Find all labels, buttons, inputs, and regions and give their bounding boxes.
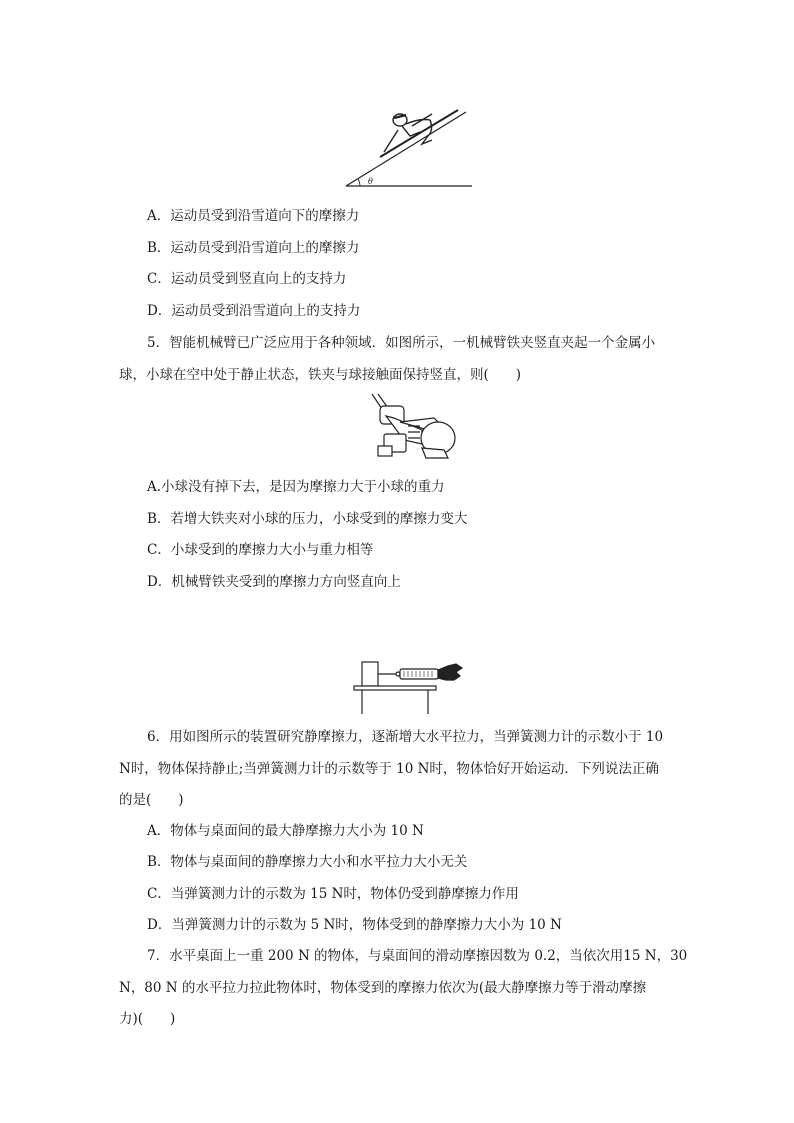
hand — [438, 664, 462, 680]
q6-option-b: B．物体与桌面间的静摩擦力大小和水平拉力大小无关 — [147, 854, 468, 870]
table-top — [354, 686, 436, 690]
q6-stem-line-1: 6．用如图所示的装置研究静摩擦力，逐渐增大水平拉力，当弹簧测力计的示数小于 10 — [147, 729, 664, 745]
q5-option-b: B．若增大铁夹对小球的压力，小球受到的摩擦力变大 — [147, 511, 468, 527]
q6-option-a: A．物体与桌面间的最大静摩擦力大小为 10 N — [147, 823, 424, 839]
angle-arc — [358, 179, 360, 186]
q5-stem-line-2: 球，小球在空中处于静止状态，铁夹与球接触面保持竖直，则( ) — [119, 367, 522, 383]
q6-stem-line-3: 的是( ) — [119, 792, 184, 808]
q5-option-d: D．机械臂铁夹受到的摩擦力方向竖直向上 — [147, 574, 401, 590]
block — [362, 662, 378, 686]
skier — [384, 114, 432, 152]
ski — [380, 110, 458, 157]
q6-option-c: C．当弹簧测力计的示数为 15 N时，物体仍受到静摩擦力作用 — [147, 886, 519, 902]
q4-option-a: A．运动员受到沿雪道向下的摩擦力 — [147, 208, 360, 224]
q7-stem-line-1: 7．水平桌面上一重 200 N 的物体，与桌面间的滑动摩擦因数为 0.2，当依次用15 N，30 — [147, 948, 688, 964]
q7-stem-line-3: 力)( ) — [119, 1011, 176, 1027]
q6-option-d: D．当弹簧测力计的示数为 5 N时，物体受到的静摩擦力大小为 10 N — [147, 917, 562, 933]
q7-stem-line-2: N，80 N 的水平拉力拉此物体时，物体受到的摩擦力依次为(最大静摩擦力等于滑动摩擦 — [119, 980, 647, 996]
skier-slope-figure — [340, 100, 480, 192]
q5-option-a: A.小球没有掉下去，是因为摩擦力大于小球的重力 — [147, 479, 445, 495]
q4-option-c: C．运动员受到竖直向上的支持力 — [147, 271, 347, 287]
robot-claw-figure — [364, 392, 460, 468]
q5-stem-line-1: 5．智能机械臂已广泛应用于各种领域．如图所示，一机械臂铁夹竖直夹起一个金属小 — [147, 335, 656, 351]
q6-stem-line-2: N时，物体保持静止;当弹簧测力计的示数等于 10 N时，物体恰好开始运动．下列说法正确 — [119, 761, 659, 777]
theta-label: θ — [368, 177, 373, 186]
spring-scale-figure — [352, 658, 468, 718]
q5-option-c: C．小球受到的摩擦力大小与重力相等 — [147, 542, 374, 558]
q4-option-b: B．运动员受到沿雪道向上的摩擦力 — [147, 240, 360, 256]
q4-option-d: D．运动员受到沿雪道向上的支持力 — [147, 303, 361, 319]
